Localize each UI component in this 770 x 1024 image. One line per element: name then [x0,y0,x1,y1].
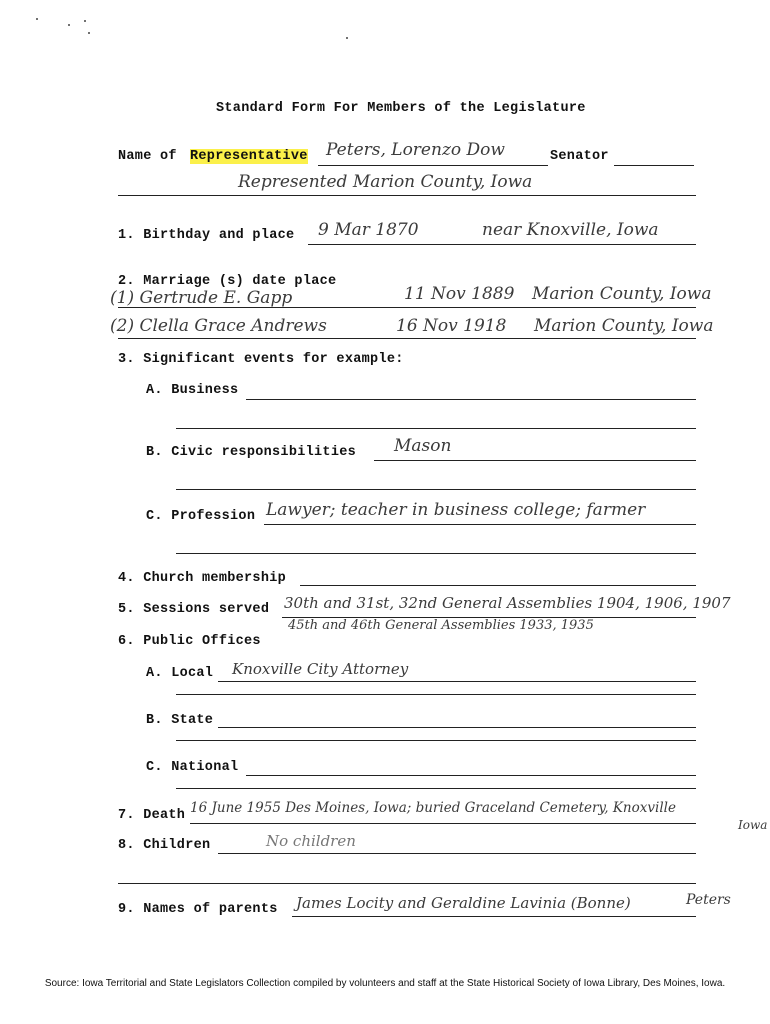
marriage1-date: 11 Nov 1889 [404,284,515,304]
name-line [318,165,548,166]
business-line-2 [176,428,696,429]
public-offices-label: 6. Public Offices [118,634,261,649]
church-line [300,585,696,586]
significant-events-label: 3. Significant events for example: [118,352,404,367]
civic-line-2 [176,489,696,490]
national-line-2 [176,788,696,789]
name-value: Peters, Lorenzo Dow [326,140,505,160]
business-line [246,399,696,400]
death-value: 16 June 1955 Des Moines, Iowa; buried Graceland Cemetery, Knoxville [190,800,676,816]
birthday-line [308,244,696,245]
marriage1-line [118,307,696,308]
parents-value: James Locity and Geraldine Lavinia (Bonne) [296,894,631,912]
local-value: Knoxville City Attorney [232,660,409,678]
state-line-2 [176,740,696,741]
marriage-label: 2. Marriage (s) date place [118,274,337,289]
children-line-2 [118,883,696,884]
represented-line [118,195,696,196]
children-label: 8. Children [118,838,211,853]
scan-speck [36,18,38,20]
profession-label: C. Profession [146,509,256,524]
scan-speck [84,20,86,22]
senator-line [614,165,694,166]
source-caption: Source: Iowa Territorial and State Legislators Collection compiled by volunteers and staff at the State Historical Society of Iowa Library, Des Moines, Iowa. [44,978,726,989]
death-value-2: Iowa [738,818,768,832]
marriage2-place: Marion County, Iowa [534,316,714,336]
civic-label: B. Civic responsibilities [146,445,357,460]
birthday-place: near Knoxville, Iowa [482,220,659,240]
civic-line [374,460,696,461]
marriage2-line [118,338,696,339]
business-label: A. Business [146,383,239,398]
sessions-value-2: 45th and 46th General Assemblies 1933, 1935 [288,618,594,633]
death-label: 7. Death [118,808,186,823]
sessions-value: 30th and 31st, 32nd General Assemblies 1904, 1906, 1907 [284,594,731,612]
children-value: No children [266,832,356,850]
death-line [190,823,696,824]
civic-value: Mason [394,436,452,456]
birthday-date: 9 Mar 1870 [318,220,419,240]
profession-line-2 [176,553,696,554]
children-line [218,853,696,854]
form-title: Standard Form For Members of the Legislature [216,101,586,116]
marriage2-name: (2) Clella Grace Andrews [110,316,327,336]
scan-speck [88,32,90,34]
senator-label: Senator [550,149,609,164]
state-label: B. State [146,713,214,728]
scan-speck [68,24,70,26]
profession-line [264,524,696,525]
profession-value: Lawyer; teacher in business college; farmer [266,500,646,520]
national-line [246,775,696,776]
marriage2-date: 16 Nov 1918 [396,316,507,336]
local-line-2 [176,694,696,695]
sessions-label: 5. Sessions served [118,602,270,617]
scan-speck [346,37,348,39]
local-label: A. Local [146,666,214,681]
name-label: Name of [118,149,177,164]
parents-value-2: Peters [686,892,731,908]
church-label: 4. Church membership [118,571,287,586]
marriage1-name: (1) Gertrude E. Gapp [110,288,293,308]
state-line [218,727,696,728]
birthday-label: 1. Birthday and place [118,228,295,243]
local-line [218,681,696,682]
represented-value: Represented Marion County, Iowa [238,172,533,192]
parents-label: 9. Names of parents [118,902,278,917]
parents-line [292,916,696,917]
national-label: C. National [146,760,239,775]
marriage1-place: Marion County, Iowa [532,284,712,304]
representative-label: Representative [190,149,308,164]
